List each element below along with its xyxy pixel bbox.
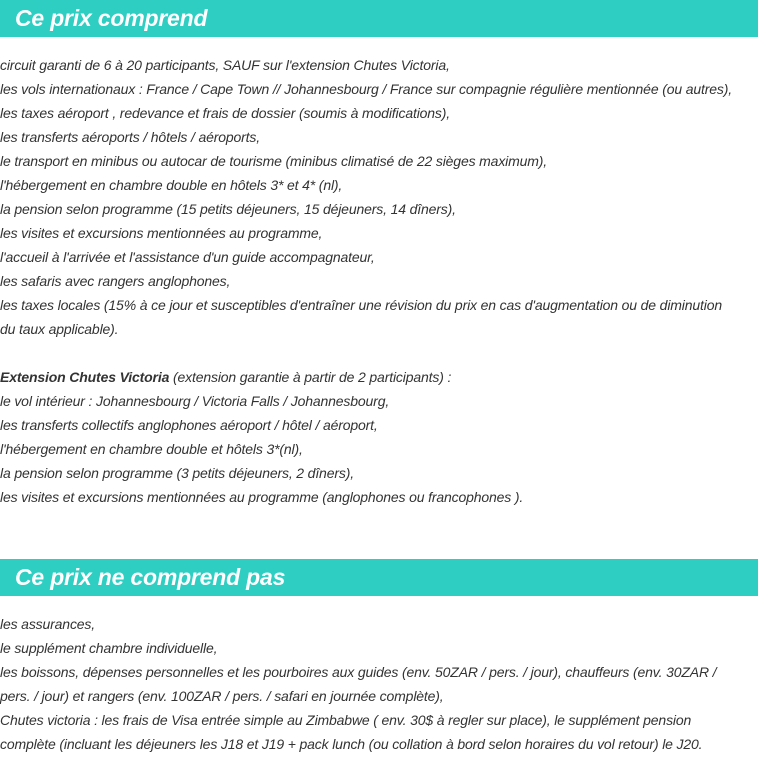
excluded-title: Ce prix ne comprend pas: [15, 564, 286, 590]
extension-label: Extension Chutes Victoria: [0, 369, 170, 385]
list-item: les taxes aéroport , redevance et frais de dossier (soumis à modifications),: [0, 105, 451, 121]
included-section-header: [0, 0, 758, 37]
list-item: Chutes victoria : les frais de Visa entrée simple au Zimbabwe ( env. 30$ à regler sur place), le supplément pension: [0, 712, 692, 728]
list-item: la pension selon programme (3 petits déjeuners, 2 dîners),: [0, 465, 354, 481]
list-item: pers. / jour) et rangers (env. 100ZAR / pers. / safari en journée complète),: [0, 688, 444, 704]
list-item: les assurances,: [0, 616, 96, 632]
list-item: le transport en minibus ou autocar de tourisme (minibus climatisé de 22 sièges maximum),: [0, 153, 548, 169]
list-item: les safaris avec rangers anglophones,: [0, 273, 231, 289]
list-item: l'accueil à l'arrivée et l'assistance d'un guide accompagnateur,: [0, 249, 375, 265]
excluded-list: [0, 612, 758, 756]
extension-heading: [0, 365, 758, 389]
list-item: les transferts aéroports / hôtels / aéroports,: [0, 129, 261, 145]
extension-note: (extension garantie à partir de 2 participants) :: [169, 369, 452, 385]
excluded-section-header: [0, 559, 758, 596]
list-item: les vols internationaux : France / Cape Town // Johannesbourg / France sur compagnie régulière mentionnée (ou autres),: [0, 81, 732, 97]
list-item: circuit garanti de 6 à 20 participants, SAUF sur l'extension Chutes Victoria,: [0, 57, 450, 73]
list-item: l'hébergement en chambre double en hôtels 3* et 4* (nl),: [0, 177, 343, 193]
list-item: les visites et excursions mentionnées au programme (anglophones ou francophones ).: [0, 489, 524, 505]
included-list: [0, 53, 758, 509]
list-item: les visites et excursions mentionnées au programme,: [0, 225, 323, 241]
list-item: les boissons, dépenses personnelles et les pourboires aux guides (env. 50ZAR / pers. / jour), chauffeurs (env. 30ZAR /: [0, 664, 717, 680]
list-item: l'hébergement en chambre double et hôtels 3*(nl),: [0, 441, 303, 457]
list-item: du taux applicable).: [0, 321, 119, 337]
list-item: les transferts collectifs anglophones aéroport / hôtel / aéroport,: [0, 417, 378, 433]
list-item: le vol intérieur : Johannesbourg / Victoria Falls / Johannesbourg,: [0, 393, 390, 409]
list-item: le supplément chambre individuelle,: [0, 640, 218, 656]
included-title: Ce prix comprend: [15, 5, 208, 31]
list-item: complète (incluant les déjeuners les J18 et J19 + pack lunch (ou collation à bord selon horaires du vol retour) le J20.: [0, 736, 703, 752]
spacer: [0, 341, 758, 365]
list-item: les taxes locales (15% à ce jour et susceptibles d'entraîner une révision du prix en cas d'augmentation ou de diminution: [0, 297, 722, 313]
list-item: la pension selon programme (15 petits déjeuners, 15 déjeuners, 14 dîners),: [0, 201, 456, 217]
